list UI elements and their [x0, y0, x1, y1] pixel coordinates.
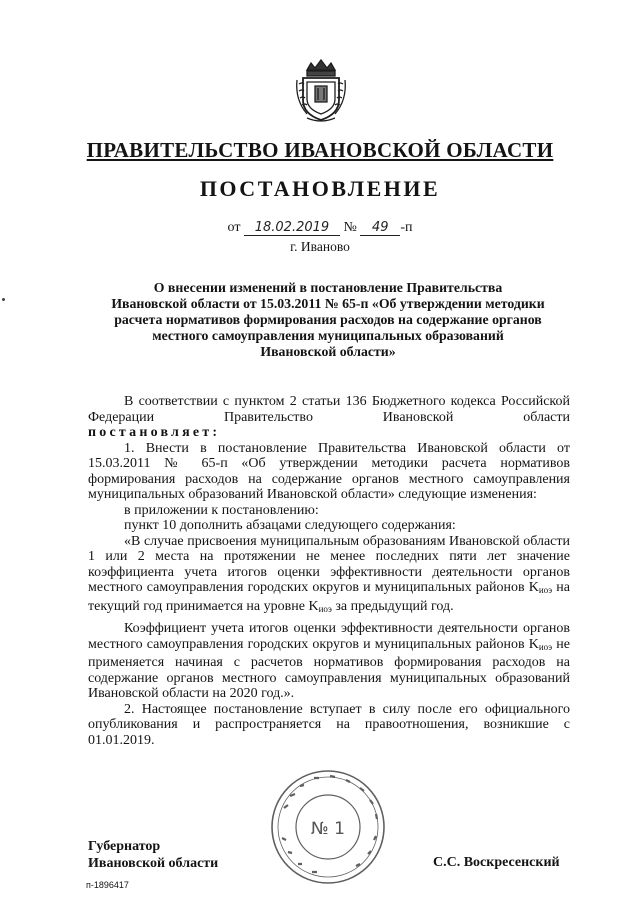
registration-number: п-1896417	[86, 880, 129, 890]
coef-subscript: иоэ	[318, 603, 332, 614]
intro-paragraph: В соответствии с пунктом 2 статьи 136 Бюджетного кодекса Российской Федерации Правительство Ивановской области	[88, 394, 570, 425]
official-stamp	[268, 768, 388, 886]
item-1-paragraph: 1. Внести в постановление Правительства Ивановской области от 15.03.2011 № 65-п «Об утверждении методики расчета нормативов формирования расходов на содержание органов местного самоуправления муниципальных образований Ивановской области» следующие изменения:	[88, 440, 570, 502]
date-number-line	[0, 220, 640, 236]
coef-subscript: иоэ	[538, 641, 553, 652]
city: г. Иваново	[290, 239, 350, 254]
org-title: ПРАВИТЕЛЬСТВО ИВАНОВСКОЙ ОБЛАСТИ	[86, 138, 554, 162]
coat-of-arms-emblem	[293, 58, 349, 124]
position-line: Губернатор	[88, 839, 161, 854]
heading-line: местного самоуправления муниципальных образований	[152, 328, 504, 343]
number-value: 49	[360, 220, 400, 236]
margin-mark	[2, 298, 5, 301]
document-type: ПОСТАНОВЛЕНИЕ	[199, 176, 441, 201]
quote-paragraph-1: «В случае присвоения муниципальным образованиям Ивановской области 1 или 2 места на протяжении не менее последних пяти лет значение коэффициента учета итогов оценки эффективности деятельности органов местного самоуправления городских округов и муниципальных районов $K_{иоэ}$ на текущий год принимается на уровне $K_{иоэ}$ за предыдущий год.	[88, 533, 570, 614]
document-body	[88, 394, 570, 748]
signatory-name: С.С. Воскресенский	[433, 855, 560, 870]
resolves-word: постановляет:	[88, 425, 221, 440]
date-value: 18.02.2019	[244, 220, 340, 236]
point-10-line: пункт 10 дополнить абзацами следующего содержания:	[124, 518, 456, 533]
number-sign: №	[343, 220, 357, 235]
heading-line: расчета нормативов формирования расходов на содержание органов	[114, 312, 542, 327]
heading-line: Ивановской области от 15.03.2011 № 65-п «Об утверждении методики	[111, 296, 545, 311]
number-suffix: -п	[400, 220, 413, 235]
document-heading	[88, 280, 568, 360]
stamp-label: № 1	[311, 819, 345, 839]
appendix-line: в приложении к постановлению:	[124, 502, 319, 518]
position-line: Ивановской области	[88, 856, 219, 871]
signatory-position	[88, 838, 218, 872]
heading-line: О внесении изменений в постановление Правительства	[153, 280, 503, 295]
item-2-paragraph: 2. Настоящее постановление вступает в силу после его официального опубликования и распространяется на правоотношения, возникшие с 01.01.2019.	[88, 701, 570, 748]
coef-subscript: иоэ	[538, 585, 553, 595]
date-prefix: от	[227, 220, 241, 235]
heading-line: Ивановской области»	[260, 344, 396, 359]
quote-paragraph-2: Коэффициент учета итогов оценки эффективности деятельности органов местного самоуправления городских округов и муниципальных районов $K_{иоэ}$ не применяется начиная с расчетов нормативов формирования расходов на содержание органов местного самоуправления муниципальных образований Ивановской области на 2020 год.».	[88, 621, 570, 701]
